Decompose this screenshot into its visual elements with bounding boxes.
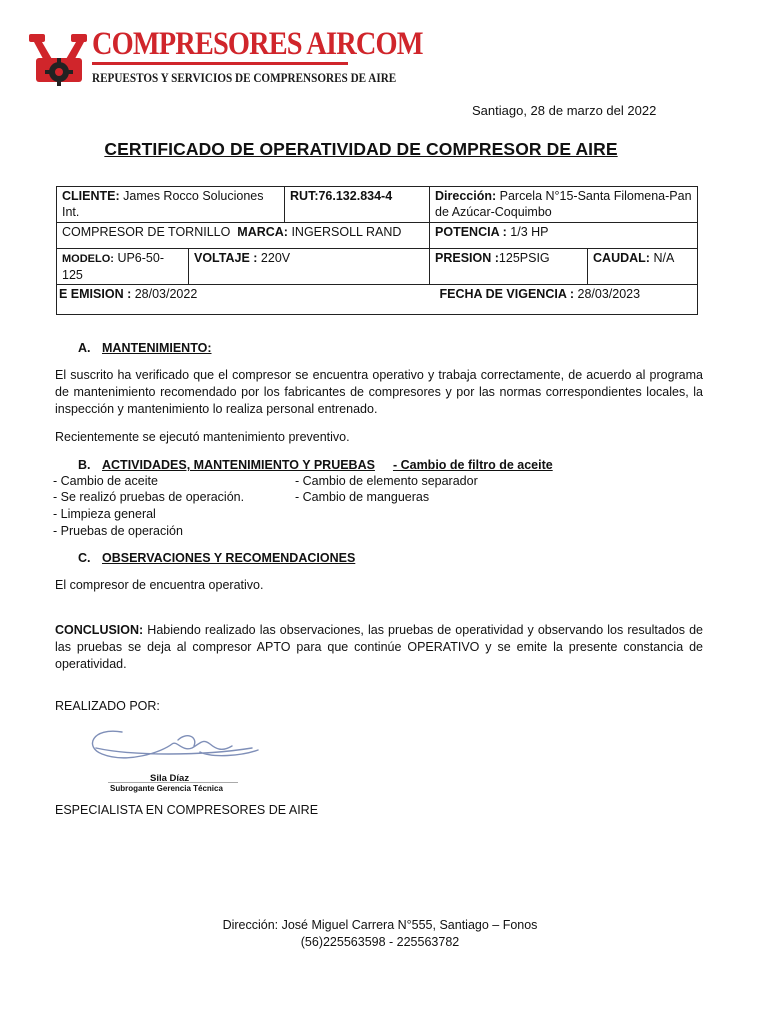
section-a-note: Recientemente se ejecutó mantenimiento preventivo.	[55, 430, 350, 444]
section-c-heading: C. OBSERVACIONES Y RECOMENDACIONES	[78, 551, 356, 565]
signature-image	[82, 722, 262, 772]
list-item: - Cambio de mangueras	[295, 490, 430, 504]
section-a-heading: A. MANTENIMIENTO:	[78, 341, 212, 355]
equipment-info-table	[56, 186, 698, 315]
modelo-cell: MODELO: UP6-50-125	[57, 249, 189, 285]
table-row	[57, 249, 698, 285]
brand-divider	[92, 62, 348, 65]
vigencia-cell: FECHA DE VIGENCIA : 28/03/2023	[430, 285, 698, 315]
brand-tagline: REPUESTOS Y SERVICIOS DE COMPRENSORES DE AIRE	[92, 70, 397, 85]
brand-name: COMPRESORES AIRCOM	[92, 26, 423, 62]
compressor-gear-icon	[26, 28, 92, 92]
footer	[0, 917, 760, 951]
caudal-cell: CAUDAL: N/A	[588, 249, 698, 285]
section-a-paragraph: El suscrito ha verificado que el compresor se encuentra operativo y trabaja correctamente, de acuerdo al programa de mantenimiento recomendado por los fabricantes de compresores y por las normas correspondientes locales, la inspección y mantenimiento lo realiza personal entrenado.	[55, 368, 703, 416]
table-row	[57, 187, 698, 223]
list-item: - Limpieza general	[53, 507, 156, 521]
conclusion-paragraph: CONCLUSION: Habiendo realizado las observaciones, las pruebas de operatividad y observando los resultados de las pruebas se deja al compresor APTO para que continúe OPERATIVO y se emite la presente constancia de operatividad.	[55, 623, 703, 671]
list-item: - Cambio de elemento separador	[295, 474, 478, 488]
list-item: - Pruebas de operación	[53, 524, 183, 538]
potencia-cell: POTENCIA : 1/3 HP	[430, 223, 698, 249]
table-row	[57, 285, 698, 315]
list-item: - Se realizó pruebas de operación.	[53, 490, 245, 504]
document-date: Santiago, 28 de marzo del 2022	[472, 103, 657, 118]
emision-cell: E EMISION : 28/03/2022	[57, 285, 430, 315]
footer-phones: (56)225563598 - 225563782	[300, 935, 460, 949]
footer-address: Dirección: José Miguel Carrera N°555, Santiago – Fonos	[222, 918, 538, 932]
realizado-label: REALIZADO POR:	[55, 699, 160, 713]
presion-cell: PRESION :125PSIG	[430, 249, 588, 285]
signer-name: Sila Díaz	[150, 773, 190, 784]
specialist-title: ESPECIALISTA EN COMPRESORES DE AIRE	[55, 803, 319, 817]
section-b-heading: B. ACTIVIDADES, MANTENIMIENTO Y PRUEBAS - Cambio de filtro de aceite	[78, 458, 553, 472]
rut-cell: RUT:76.132.834-4	[285, 187, 430, 223]
document-title: CERTIFICADO DE OPERATIVIDAD DE COMPRESOR DE AIRE	[104, 139, 618, 159]
table-row	[57, 223, 698, 249]
cliente-cell: CLIENTE: James Rocco Soluciones Int.	[57, 187, 285, 223]
list-item: - Cambio de aceite	[53, 474, 158, 488]
voltaje-cell: VOLTAJE : 220V	[189, 249, 430, 285]
tipo-marca-cell: COMPRESOR DE TORNILLO MARCA: INGERSOLL RAND	[57, 223, 430, 249]
signer-role: Subrogante Gerencia Técnica	[110, 784, 223, 793]
section-c-text: El compresor de encuentra operativo.	[55, 578, 264, 592]
direccion-cell: Dirección: Parcela N°15-Santa Filomena-Pan de Azúcar-Coquimbo	[430, 187, 698, 223]
